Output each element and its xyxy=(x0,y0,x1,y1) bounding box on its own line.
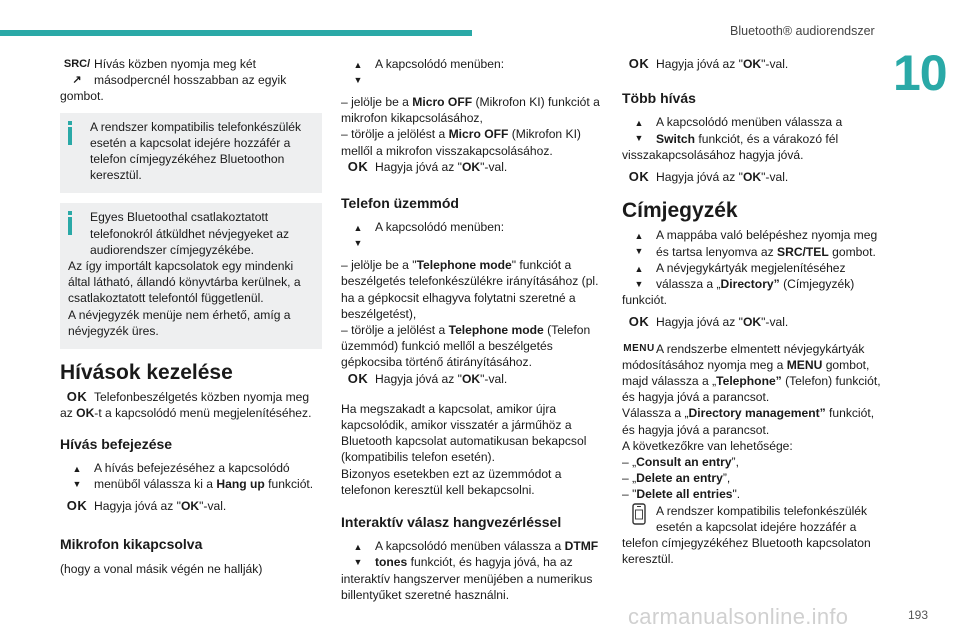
mic-option-off: – törölje a jelölést a Micro OFF (Mikrofon KI) mellől a mikrofon visszakapcsolásához. xyxy=(341,127,581,158)
phone-activation-note: Bizonyos esetekben ezt az üzemmódot a telefonon keresztül kell bekapcsolni. xyxy=(341,466,562,497)
column-left xyxy=(60,56,322,583)
src-tel-icon: SRC/↗ xyxy=(63,58,91,87)
phone-option-off: – törölje a jelölést a Telephone mode (Telefon üzemmód) funkció mellől a beszélgetés gépkocsiba történő átirányításához. xyxy=(341,323,591,370)
up-down-arrows-icon: ▲ ▼ xyxy=(634,231,644,257)
heading-end-call: Hívás befejezése xyxy=(60,435,173,452)
phone-reconnect-note: Ha megszakadt a kapcsolat, amikor újra kapcsolódik, amikor visszatér a járműhöz a Bluetooth kapcsolat automatikusan bekapcsol (kompatibilis telefon esetén). xyxy=(341,401,587,465)
ok-icon: OK xyxy=(66,389,88,405)
mic-option-on: – jelölje be a Micro OFF (Mikrofon KI) funkciót a mikrofon kikapcsolásához, xyxy=(341,95,600,126)
up-down-arrows-icon: ▲ ▼ xyxy=(353,542,363,568)
info-box-phonebook: A rendszer kompatibilis telefonkészülék esetén a kapcsolat idejére hozzáfér a telefon címjegyzékéhez Bluetoothon keresztül. xyxy=(60,113,322,194)
column-middle xyxy=(341,56,603,609)
end-call-confirm: OK Hagyja jóvá az "OK"-val. xyxy=(60,498,322,514)
option-consult-entry: – „Consult an entry”, xyxy=(622,455,739,470)
heading-directory: Címjegyzék xyxy=(622,199,738,223)
ok-icon: OK xyxy=(628,56,650,71)
ivr-instruction: ▲ ▼ A kapcsolódó menüben válassza a DTMF tones funkciót, és hagyja jóvá, ha az interaktív hangszerver menüjében a numerikus billentyűket szeretné használni. xyxy=(341,539,599,602)
ok-icon: OK xyxy=(628,169,650,185)
ok-icon: OK xyxy=(347,158,369,174)
mic-off-subtitle: (hogy a vonal másik végén ne hallják) xyxy=(60,561,263,576)
heading-mic-off: Mikrofon kikapcsolva xyxy=(60,536,203,553)
menu-instruction: MENU A rendszerbe elmentett névjegykártyák módosításához nyomja meg a MENU gombot, majd válassza a „Telephone” (Telefon) funkciót, és hagyja jóvá a parancsot. xyxy=(622,341,881,405)
heading-phone-mode: Telefon üzemmód xyxy=(341,195,459,212)
end-call-instruction: ▲ ▼ A hívás befejezéséhez a kapcsolódó menüből válassza ki a Hang up funkciót. xyxy=(60,460,322,492)
ok-icon: OK xyxy=(628,314,650,330)
option-delete-entry: – „Delete an entry”, xyxy=(622,471,731,486)
directory-select-instruction: ▲ ▼ A névjegykártyák megjelenítéséhez válassza a „Directory” (Címjegyzék) funkciót. xyxy=(622,260,855,308)
ok-icon: OK xyxy=(66,498,88,514)
src-instruction: SRC/↗ Hívás közben nyomja meg két másodpercnél hosszabban az egyik gombot. xyxy=(60,57,287,104)
phonebook-compat-note: A rendszer kompatibilis telefonkészülék esetén a kapcsolat idejére hozzáfér a telefon címjegyzékéhez Bluetooth kapcsolaton keresztül. xyxy=(622,503,871,567)
call-menu-instruction: OK Telefonbeszélgetés közben nyomja meg az OK-t a kapcsolódó menü megjelenítéséhez. xyxy=(60,389,312,421)
phone-confirm: OK Hagyja jóvá az "OK"-val. xyxy=(341,371,603,387)
heading-interactive-voice: Interaktív válasz hangvezérléssel xyxy=(341,514,562,531)
multi-call-confirm: OK Hagyja jóvá az "OK"-val. xyxy=(622,169,884,185)
ivr-confirm: OK Hagyja jóvá az "OK"-val. xyxy=(622,56,884,72)
directory-confirm: OK Hagyja jóvá az "OK"-val. xyxy=(622,314,884,330)
options-title: A következőkre van lehetősége: xyxy=(622,438,793,453)
header-accent-bar xyxy=(0,30,472,36)
section-title: Bluetooth® audiorendszer xyxy=(730,24,875,38)
phone-icon xyxy=(622,503,656,529)
info-box-import: Egyes Bluetoothal csatlakoztatott telefonokról átküldhet névjegyeket az audiorendszer címjegyzékébe. Az így importált kapcsolatok egy mindenki által látható, állandó könyvtárba kerülnek, a csatlakoztatott telefontól függetlenül. A névjegyzék menüje nem érhető, amíg a névjegyzék üres. xyxy=(60,203,322,349)
column-right xyxy=(622,56,884,567)
option-delete-all: – "Delete all entries". xyxy=(622,487,741,502)
up-down-arrows-icon: ▲ ▼ xyxy=(72,463,82,489)
menu-button-icon: MENU xyxy=(623,342,655,354)
directory-open-instruction: ▲ ▼ A mappába való belépéshez nyomja meg és tartsa lenyomva az SRC/TEL gombot. xyxy=(622,227,884,259)
up-down-arrows-icon: ▲ ▼ xyxy=(634,118,644,144)
phone-option-on: – jelölje be a "Telephone mode" funkciót a beszélgetés telefonkészülékre irányításához (pl. ha a gépkocsit elhagyva folytatni szeretné a beszélgetést), xyxy=(341,258,599,321)
multi-call-instruction: ▲ ▼ A kapcsolódó menüben válassza a Switch funkciót, és a várakozó fél visszakapcsolásához hagyja jóvá. xyxy=(622,115,843,162)
phone-menu-intro: ▲ ▼ A kapcsolódó menüben: xyxy=(341,219,603,251)
mic-menu-intro: ▲ ▼ A kapcsolódó menüben: xyxy=(341,56,603,88)
mic-confirm: OK Hagyja jóvá az "OK"-val. xyxy=(341,159,603,175)
info-icon xyxy=(68,121,72,145)
heading-multiple-calls: Több hívás xyxy=(622,90,696,107)
up-down-arrows-icon: ▲ ▼ xyxy=(353,60,363,85)
directory-management-instruction: Válassza a „Directory management” funkciót, és hagyja jóvá a parancsot. xyxy=(622,406,875,437)
up-down-arrows-icon: ▲ ▼ xyxy=(353,223,363,249)
info-icon xyxy=(68,211,72,235)
ok-icon: OK xyxy=(347,370,369,386)
chapter-number: 10 xyxy=(893,45,947,101)
footer-watermark: carmanualsonline.info xyxy=(628,604,849,629)
heading-call-management: Hívások kezelése xyxy=(60,361,233,385)
up-down-arrows-icon: ▲ ▼ xyxy=(634,263,644,289)
page-number: 193 xyxy=(908,608,929,622)
